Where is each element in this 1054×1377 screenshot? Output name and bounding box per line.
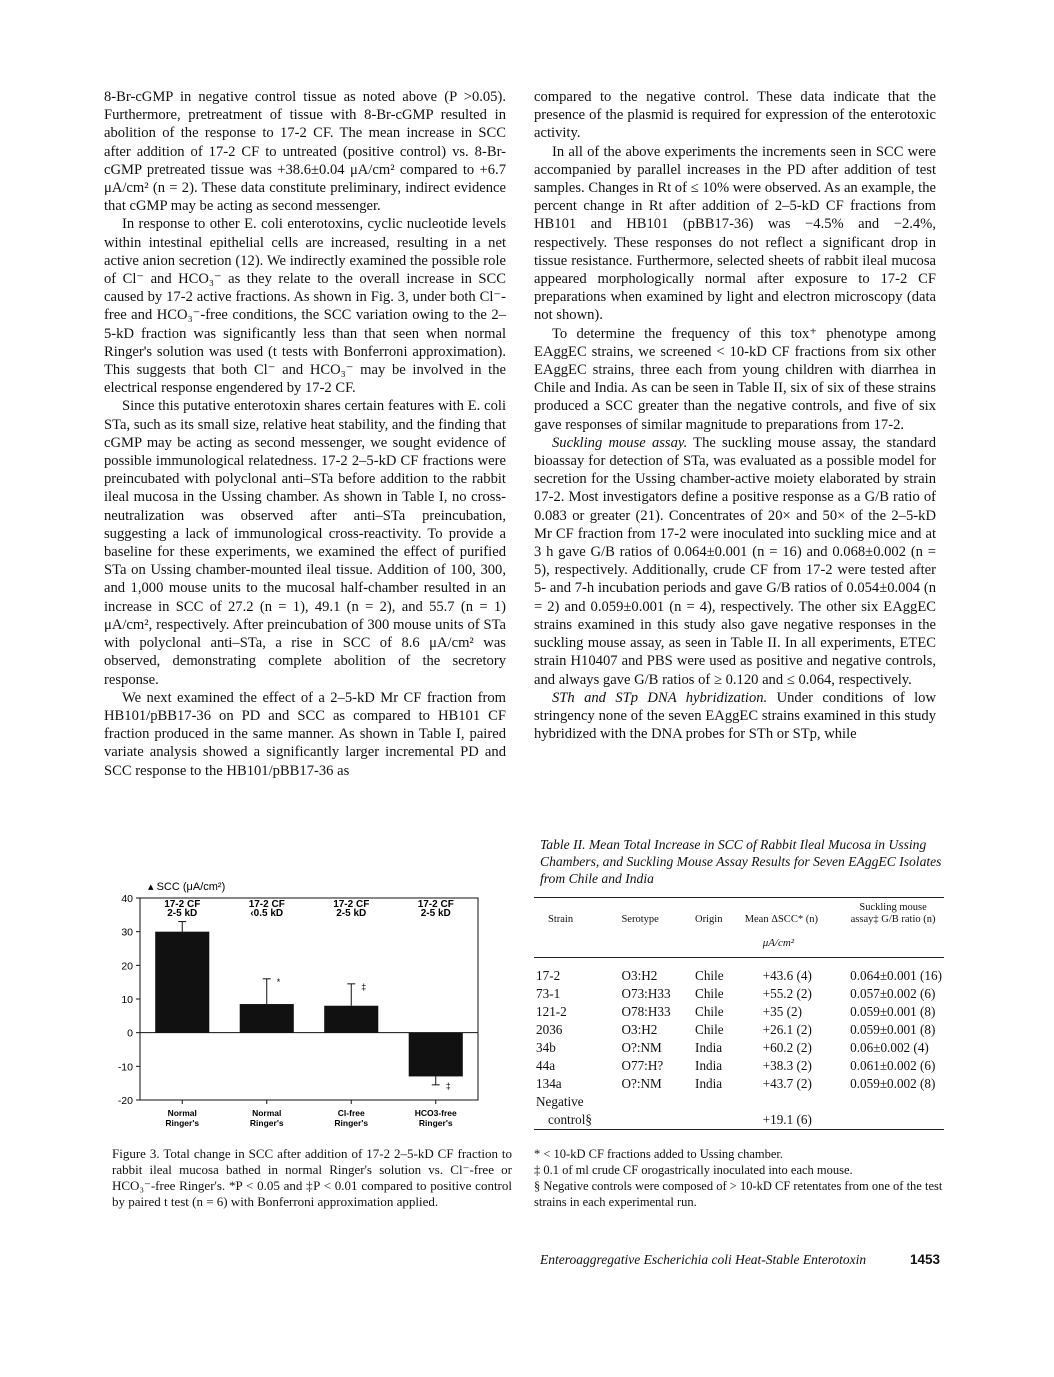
table-cell: 0.059±0.002 (8) bbox=[850, 1076, 936, 1091]
y-tick-label: -20 bbox=[117, 1095, 133, 1107]
table-footnotes bbox=[534, 1146, 944, 1210]
table-cell: 0.057±0.002 (6) bbox=[850, 986, 936, 1001]
x-tick-label: Cl-free bbox=[337, 1108, 365, 1118]
y-tick-label: 30 bbox=[121, 926, 133, 939]
table-cell: +43.6 (4) bbox=[762, 968, 812, 983]
bar-label: 2-5 kD bbox=[420, 908, 451, 919]
table-row bbox=[534, 985, 944, 1003]
table-cell: +26.1 (2) bbox=[762, 1022, 812, 1037]
table-row bbox=[534, 1003, 944, 1021]
data-table bbox=[534, 897, 944, 1134]
y-tick-label: -10 bbox=[117, 1061, 133, 1074]
table-cell: India bbox=[695, 1076, 723, 1091]
table-cell: 34b bbox=[536, 1040, 556, 1055]
paragraph: 8-Br-cGMP in negative control tissue as noted above (P >0.05). Furthermore, pretreatment of tissue with 8-Br-cGMP resulted in abolition of the response to 17-2 CF. The mean increase in SCC after addition of 17-2 CF to untreated (positive control) vs. 8-Br-cGMP pretreated tissue was +38.6±0.04 μA/cm² compared to +6.7 μA/cm² (n = 2). These data constitute preliminary, indirect evidence that cGMP may be acting as second messenger. bbox=[104, 89, 506, 215]
paragraph: To determine the frequency of this tox⁺ phenotype among EAggEC strains, we screened < 10-kD CF fractions from six other EAggEC strains, three each from young children with diarrhea in Chile and India. As can be seen in Table II, six of six of these strains produced a SCC greater than the negative controls, and five of six gave responses of similar magnitude to preparations from 17-2. bbox=[534, 325, 936, 433]
x-tick-label: HCO3-free bbox=[414, 1108, 457, 1118]
paragraph: We next examined the effect of a 2–5-kD Mr CF fraction from HB101/pBB17-36 on PD and SCC as compared to HB101 CF fraction produced in the same manner. As shown in Table I, paired variate analysis showed a significantly larger incremental PD and SCC response to the HB101/pBB17-36 as bbox=[104, 689, 506, 779]
bar-label: 17-2 CF bbox=[417, 899, 454, 910]
x-tick-label: Normal bbox=[167, 1108, 197, 1118]
significance-marker: ‡ bbox=[445, 1080, 451, 1091]
y-tick-label: 20 bbox=[121, 960, 133, 973]
bar-label: ‹0.5 kD bbox=[250, 908, 284, 919]
paragraph: In response to other E. coli enterotoxins, cyclic nucleotide levels within intestinal epithelial cells are increased, resulting in a net active anion secretion (12). We indirectly examined the possible role of Cl⁻ and HCO₃⁻ as they relate to the overall increase in SCC caused by 17-2 active fractions. As shown in Fig. 3, under both Cl⁻-free and HCO₃⁻-free conditions, the SCC variation owing to the 2–5-kD fraction was significantly less than that seen when normal Ringer's solution was used (t tests with Bonferroni approximation). This suggests that both Cl⁻ and HCO₃⁻ may be involved in the electrical response engendered by 17-2 CF. bbox=[104, 216, 506, 397]
table-cell: 0.061±0.002 (6) bbox=[850, 1058, 936, 1073]
table-row bbox=[534, 958, 944, 986]
x-tick-label: Ringer's bbox=[418, 1118, 453, 1128]
bar-label: 2-5 kD bbox=[336, 908, 367, 919]
col-header-serotype: Serotype bbox=[621, 914, 659, 925]
table-cell: O73:H33 bbox=[621, 986, 671, 1001]
table-cell: O3:H2 bbox=[621, 1022, 658, 1037]
negative-label: Negative bbox=[536, 1094, 584, 1109]
paragraph: compared to the negative control. These data indicate that the presence of the plasmid is required for expression of the enterotoxic activity. bbox=[534, 89, 936, 142]
table-cell: 0.059±0.001 (8) bbox=[850, 1004, 936, 1019]
table-cell: 0.059±0.001 (8) bbox=[850, 1022, 936, 1037]
table-cell: Chile bbox=[695, 986, 724, 1001]
y-axis-label: ▴ SCC (μA/cm²) bbox=[148, 881, 226, 893]
table-cell: O3:H2 bbox=[621, 968, 658, 983]
table-cell: +55.2 (2) bbox=[762, 986, 812, 1001]
figure-3-chart bbox=[106, 872, 516, 1140]
negative-value: +19.1 (6) bbox=[762, 1112, 812, 1127]
table-row bbox=[534, 1075, 944, 1093]
running-head: Enteroaggregative Escherichia coli Heat-Stable Enterotoxin bbox=[540, 1252, 867, 1267]
table-cell: O77:H? bbox=[621, 1058, 664, 1073]
table-title: Table II. Mean Total Increase in SCC of Rabbit Ileal Mucosa in Ussing Chambers, and Suckling Mouse Assay Results for Seven EAggEC Isolates from Chile and India bbox=[540, 837, 942, 886]
paragraph: Since this putative enterotoxin shares certain features with E. coli STa, such as its small size, relative heat stability, and the finding that cGMP may be acting as second messenger, we sought evidence of possible immunological relatedness. 17-2 2–5-kD CF fractions were preincubated with polyclonal anti–STa before addition to the rabbit ileal mucosa in the Ussing chamber. As shown in Table I, no cross-neutralization was observed after anti–STa preincubation, suggesting a lack of immunological cross-reactivity. To provide a baseline for these experiments, we examined the effect of purified STa on Ussing chamber-mounted ileal tissue. Addition of 100, 300, and 1,000 mouse units to the mucosal half-chamber resulted in an increase in SCC of 27.2 (n = 1), 49.1 (n = 2), and 55.7 (n = 1) μA/cm², respectively. After preincubation of 300 mouse units of STa with polyclonal anti–STa, a rise in SCC of 8.6 μA/cm² was observed, demonstrating complete abolition of the secretory response. bbox=[104, 398, 506, 688]
table-ii bbox=[534, 836, 944, 1210]
bar-chart-svg bbox=[106, 872, 516, 1140]
table-cell: O78:H33 bbox=[621, 1004, 671, 1019]
table-cell: +35 (2) bbox=[762, 1004, 802, 1019]
table-cell: 0.06±0.002 (4) bbox=[850, 1040, 929, 1055]
table-body bbox=[534, 958, 944, 1094]
table-cell: 0.064±0.001 (16) bbox=[850, 968, 942, 983]
y-tick-label: 10 bbox=[121, 994, 133, 1006]
table-cell: 2036 bbox=[536, 1022, 563, 1037]
paragraph: STh and STp DNA hybridization. Under conditions of low stringency none of the seven EAggEC strains examined in this study hybridized with the DNA probes for STh or STp, while bbox=[534, 689, 937, 743]
x-tick-label: Ringer's bbox=[334, 1118, 369, 1128]
footnote: § Negative controls were composed of > 10-kD CF retentates from one of the test strains in each experimental run. bbox=[534, 1179, 943, 1209]
table-cell: India bbox=[695, 1058, 723, 1073]
table-cell: 73-1 bbox=[536, 986, 561, 1001]
bar-label: 2-5 kD bbox=[167, 908, 198, 919]
paragraph: In all of the above experiments the increments seen in SCC were accompanied by parallel increases in the PD after addition of test samples. Changes in Rt of ≤ 10% were observed. As an example, the percent change in Rt after addition of 2–5-kD CF fractions from HB101 and HB101 (pBB17-36) was −4.5% and −2.4%, respectively. These responses do not reflect a significant drop in tissue resistance. Furthermore, selected sheets of rabbit ileal mucosa appeared morphologically normal after exposure to 17-2 CF preparations when examined by light and electron microscopy (data not shown). bbox=[534, 143, 936, 324]
x-tick-label: Ringer's bbox=[249, 1118, 284, 1128]
col-header-scc: Mean ΔSCC* (n) bbox=[744, 914, 818, 925]
bar-label: 17-2 CF bbox=[333, 899, 370, 910]
bar bbox=[324, 1006, 378, 1033]
table-cell: 134a bbox=[536, 1076, 562, 1091]
y-tick-label: 40 bbox=[121, 893, 133, 905]
table-cell: 17-2 bbox=[536, 968, 561, 983]
section-heading: Suckling mouse assay. bbox=[552, 434, 688, 451]
table-cell: +38.3 (2) bbox=[762, 1058, 812, 1073]
table-cell: O?:NM bbox=[621, 1076, 662, 1091]
footnote: * < 10-kD CF fractions added to Ussing chamber. bbox=[534, 1147, 784, 1161]
bar bbox=[155, 932, 209, 1033]
col-header-strain: Strain bbox=[548, 914, 574, 925]
x-tick-label: Normal bbox=[252, 1108, 282, 1118]
table-cell: 121-2 bbox=[536, 1004, 567, 1019]
table-cell: India bbox=[695, 1040, 723, 1055]
significance-marker: * bbox=[276, 976, 281, 987]
table-row bbox=[534, 1057, 944, 1075]
table-cell: Chile bbox=[695, 1022, 724, 1037]
bar bbox=[240, 1004, 294, 1033]
paragraph: Suckling mouse assay. The suckling mouse assay, the standard bioassay for detection of STa, was evaluated as a possible model for secretion for the Ussing chamber-active moiety elaborated by strain 17-2. Most investigators define a positive response as a G/B ratio of 0.083 or greater (21). Concentrates of 20× and 50× of the 2–5-kD Mr CF fraction from 17-2 were inoculated into suckling mice and at 3 h gave G/B ratios of 0.064±0.001 (n = 16) and 0.068±0.002 (n = 5), respectively. Additionally, crude CF from 17-2 were tested after 5- and 7-h incubation periods and gave G/B ratios of 0.054±0.004 (n = 2) and 0.059±0.001 (n = 4), respectively. The other six EAggEC strains examined in this study also gave negative responses in the suckling mouse assay, as seen in Table II. In all experiments, ETEC strain H10407 and PBS were used as positive and negative controls, and always gave G/B ratios of ≥ 0.120 and ≤ 0.064, respectively. bbox=[534, 434, 936, 688]
right-text-column bbox=[534, 88, 936, 743]
bar-label: 17-2 CF bbox=[248, 899, 285, 910]
y-tick-label: 0 bbox=[127, 1027, 133, 1040]
table-cell: Chile bbox=[695, 968, 724, 983]
bar-label: 17-2 CF bbox=[164, 899, 201, 910]
footnote: ‡ 0.1 of ml crude CF orogastrically inoculated into each mouse. bbox=[534, 1163, 853, 1177]
figure-caption: Figure 3. Total change in SCC after addition of 17-2 2–5-kD CF fraction to rabbit ileal mucosa bathed in normal Ringer's solution vs. Cl⁻-free or HCO₃⁻-free Ringer's. *P < 0.05 and ‡P < 0.01 compared to positive control by paired t test (n = 6) with Bonferroni approximation applied. bbox=[112, 1146, 512, 1209]
running-footer bbox=[540, 1252, 940, 1268]
table-cell: O?:NM bbox=[621, 1040, 662, 1055]
x-tick-label: Ringer's bbox=[165, 1118, 200, 1128]
table-cell: +60.2 (2) bbox=[762, 1040, 812, 1055]
col-header-gb: Suckling mouse assay‡ G/B ratio (n) bbox=[850, 902, 936, 925]
negative-label: control§ bbox=[548, 1112, 592, 1127]
col-header-origin: Origin bbox=[695, 914, 723, 925]
page-number: 1453 bbox=[909, 1252, 940, 1267]
table-cell: 44a bbox=[536, 1058, 556, 1073]
unit-label: μA/cm² bbox=[762, 937, 795, 949]
bar bbox=[409, 1033, 463, 1077]
table-row bbox=[534, 1021, 944, 1039]
table-cell: Chile bbox=[695, 1004, 724, 1019]
table-row bbox=[534, 1039, 944, 1057]
significance-marker: ‡ bbox=[361, 981, 367, 992]
left-text-column bbox=[104, 88, 506, 780]
section-heading: STh and STp DNA hybridization. bbox=[552, 689, 768, 706]
table-cell: +43.7 (2) bbox=[762, 1076, 812, 1091]
